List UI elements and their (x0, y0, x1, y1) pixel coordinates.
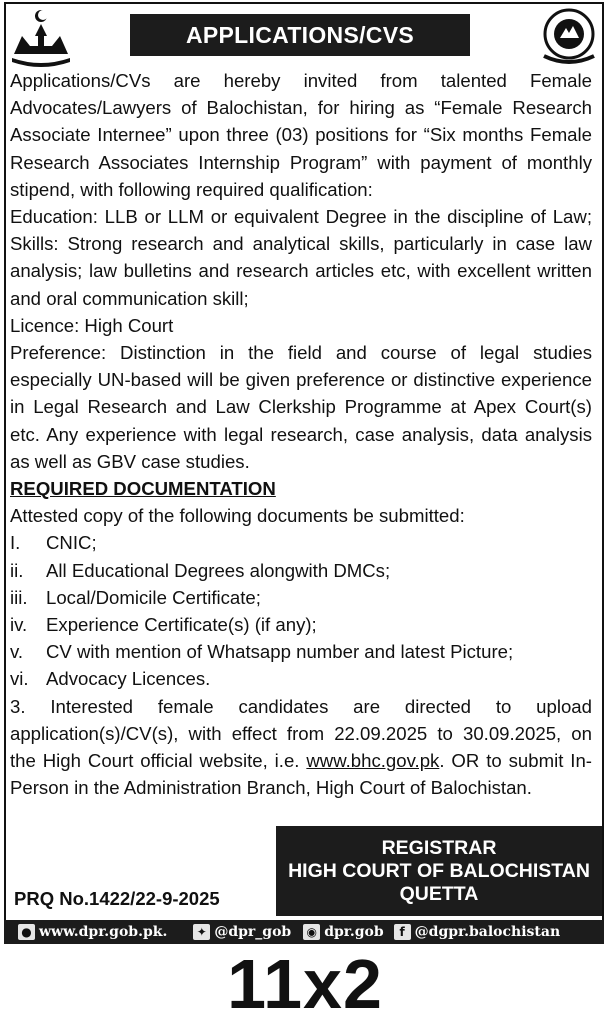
footer-website[interactable]: www.dpr.gob.pk. (39, 924, 168, 940)
list-item (10, 665, 592, 692)
balochistan-emblem-logo (8, 6, 74, 68)
instructions-line-1: 3. Interested female candidates are directed to upload (10, 695, 592, 717)
list-item-number: ii. (10, 559, 24, 581)
registrar-signature-block (276, 826, 602, 916)
list-item-number: I. (10, 532, 21, 554)
instructions-before-link: the High Court official website, i.e. (10, 750, 307, 772)
instructions-after-link: . OR to submit In-Person in the Administration Branch, High Court of Balochistan. (10, 750, 592, 799)
list-item (10, 529, 592, 556)
documentation-heading: REQUIRED DOCUMENTATION (10, 478, 276, 500)
education-requirement: Education: LLB or LLM or equivalent Degree in the discipline of Law; (10, 206, 592, 228)
licence-requirement: Licence: High Court (10, 314, 174, 336)
list-item-text: CV with mention of Whatsapp number and latest Picture; (46, 641, 514, 663)
list-item (10, 638, 592, 665)
list-item-text: Experience Certificate(s) (if any); (46, 614, 317, 636)
page-title: APPLICATIONS/CVS (130, 14, 470, 56)
registrar-court: HIGH COURT OF BALOCHISTAN (288, 859, 590, 882)
list-item-text: CNIC; (46, 532, 97, 554)
instagram-icon: ◉ (303, 924, 320, 940)
preference-paragraph: Preference: Distinction in the field and course of legal studies especially UN-based will be given preference or distinctive experience in Legal Research and Law Clerkship Programme at Apex Court(s) etc. Any experience with legal research, case analysis, data analysis as well as GBV case studies. (10, 342, 592, 472)
ad-size-label: 11x2 (227, 945, 383, 1023)
high-court-seal-logo (536, 6, 602, 68)
list-item (10, 557, 592, 584)
footer-social-bar (4, 920, 604, 944)
footer-facebook[interactable]: @dgpr.balochistan (414, 924, 561, 940)
instructions-rest (10, 747, 592, 801)
list-item (10, 611, 592, 638)
website-link[interactable]: www.bhc.gov.pk (306, 750, 440, 772)
advertisement-body (10, 67, 592, 801)
list-item-text: All Educational Degrees alongwith DMCs; (46, 559, 391, 581)
globe-icon: ● (18, 924, 35, 940)
instructions-line-2: application(s)/CV(s), with effect from 22.09.2025 to 30.09.2025, on (10, 722, 592, 744)
footer-instagram[interactable]: dpr.gob (324, 924, 384, 940)
list-item-number: v. (10, 641, 24, 663)
intro-paragraph: Applications/CVs are hereby invited from talented Female Advocates/Lawyers of Balochistan, for hiring as “Female Research Associate Internee” upon three (03) positions for “Six months Female Research Associates Internship Program” with payment of monthly stipend, with following required qualification: (10, 70, 592, 200)
skills-requirement: Skills: Strong research and analytical skills, particularly in case law analysis; law bulletins and research articles etc, with excellent written and oral communication skill; (10, 233, 592, 309)
list-item-text: Local/Domicile Certificate; (46, 586, 261, 608)
registrar-title: REGISTRAR (381, 836, 497, 859)
list-item (10, 584, 592, 611)
documents-list (10, 529, 592, 692)
documentation-intro: Attested copy of the following documents be submitted: (10, 505, 465, 527)
registrar-city: QUETTA (399, 882, 479, 905)
twitter-icon: ✦ (193, 924, 210, 940)
list-item-number: iv. (10, 614, 28, 636)
list-item-number: vi. (10, 668, 29, 690)
list-item-text: Advocacy Licences. (46, 668, 211, 690)
list-item-number: iii. (10, 586, 28, 608)
footer-twitter[interactable]: @dpr_gob (214, 924, 292, 940)
facebook-icon: f (394, 924, 411, 940)
prq-number: PRQ No.1422/22-9-2025 (14, 888, 220, 909)
